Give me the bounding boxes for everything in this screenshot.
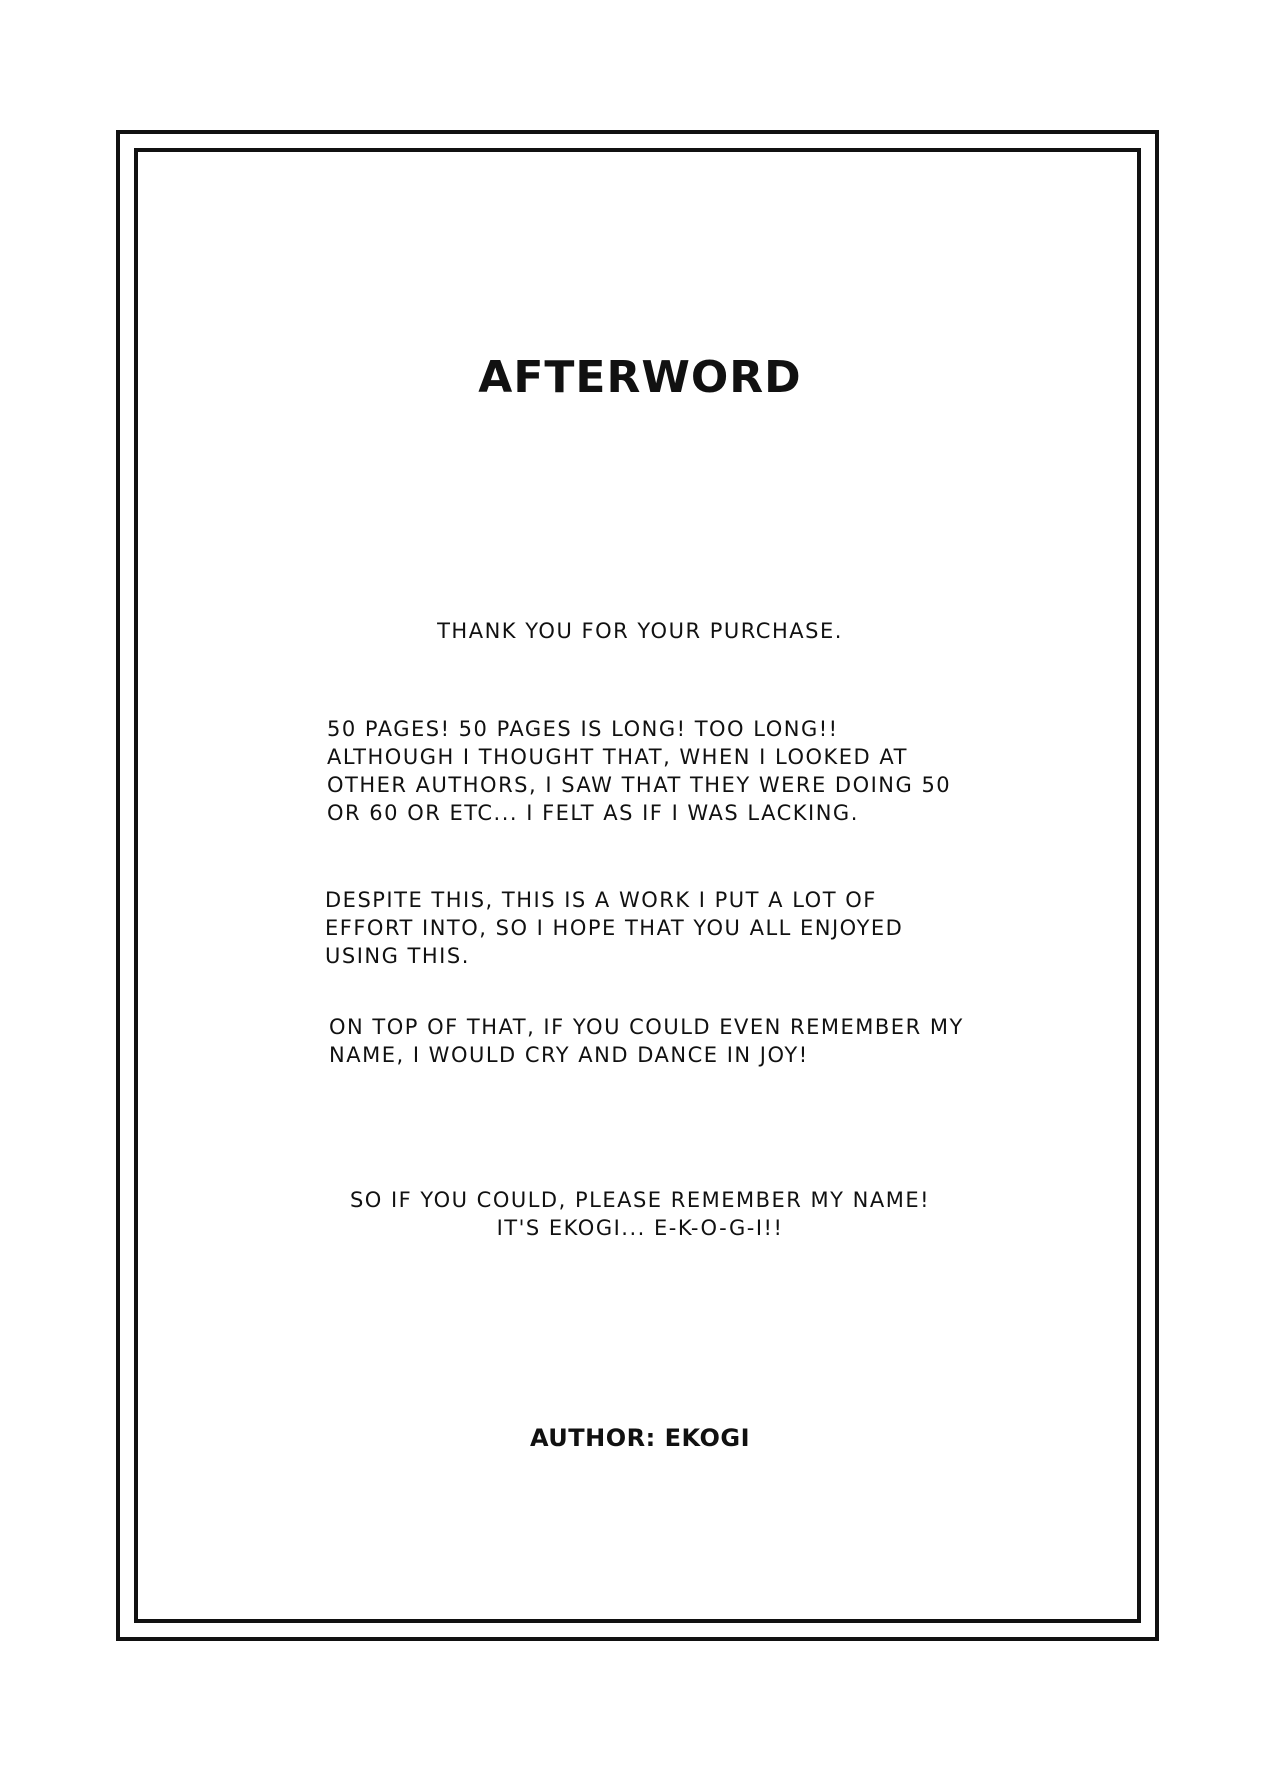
paragraph1-line4: OR 60 OR ETC... I FELT AS IF I WAS LACKING.	[327, 801, 859, 825]
paragraph2-line3: USING THIS.	[325, 944, 470, 968]
paragraph1-line3: OTHER AUTHORS, I SAW THAT THEY WERE DOING 50	[327, 773, 952, 797]
closing-line1: SO IF YOU COULD, PLEASE REMEMBER MY NAME!	[349, 1188, 931, 1212]
thanks-line: THANK YOU FOR YOUR PURCHASE.	[437, 619, 843, 643]
closing-line2: IT'S EKOGI... E-K-O-G-I!!	[496, 1216, 784, 1240]
paragraph3-line1: ON TOP OF THAT, IF YOU COULD EVEN REMEMBER MY	[329, 1015, 964, 1039]
paragraph2-line1: DESPITE THIS, THIS IS A WORK I PUT A LOT OF	[325, 888, 877, 912]
paragraph1-line1: 50 PAGES! 50 PAGES IS LONG! TOO LONG!!	[327, 717, 839, 741]
paragraph1-line2: ALTHOUGH I THOUGHT THAT, WHEN I LOOKED AT	[327, 745, 908, 769]
paragraph2-line2: EFFORT INTO, SO I HOPE THAT YOU ALL ENJOYED	[325, 916, 904, 940]
paragraph3-line2: NAME, I WOULD CRY AND DANCE IN JOY!	[329, 1043, 809, 1067]
page-title: AFTERWORD	[478, 352, 802, 403]
author-credit: AUTHOR: EKOGI	[529, 1424, 751, 1452]
